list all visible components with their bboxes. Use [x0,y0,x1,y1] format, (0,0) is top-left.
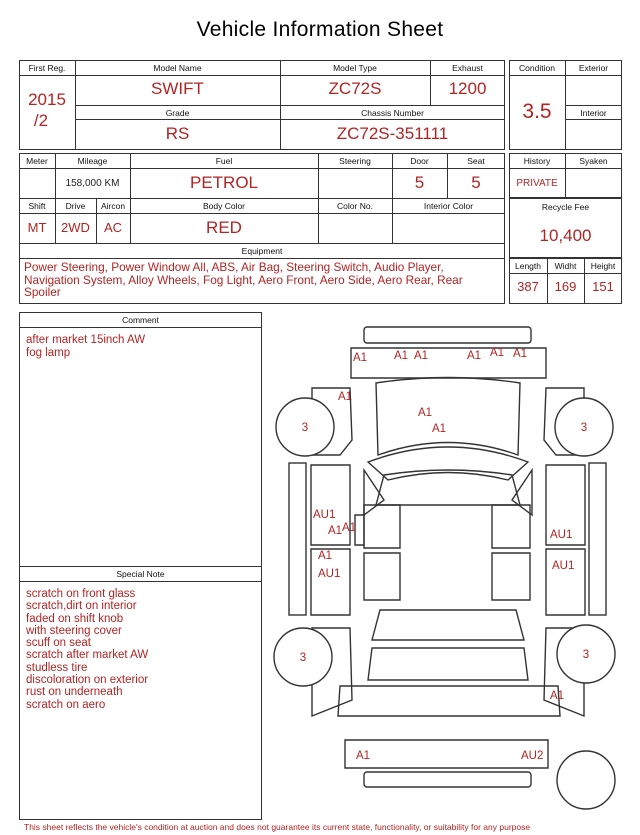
divider [75,119,505,120]
mark-front-bumper-1: A1 [353,352,368,364]
special-note-line: scratch after market AW [26,649,149,662]
grade-label: Grade [165,108,190,118]
special-note-line: scratch,dirt on interior [26,600,137,613]
comment-label: Comment [122,315,159,325]
mileage-value: 158,000 KM [65,178,120,189]
seat-value: 5 [471,173,481,192]
mark-rear-bumper-right: AU2 [521,750,544,762]
condition-value: 3.5 [522,100,552,123]
length-value: 387 [517,279,539,294]
special-note-line: faded on shift knob [26,612,124,625]
shift-label: Shift [28,201,46,211]
tire-front-right-score: 3 [580,422,588,434]
left-sill-part [289,463,306,615]
mark-right-front-door: AU1 [550,529,573,541]
door-value: 5 [414,173,425,192]
spare-tire [557,751,615,809]
fuel-value: PETROL [189,173,259,192]
recycle-fee-value: 10,400 [539,226,592,245]
width-value: 169 [554,279,577,294]
tire-rear-left-score: 3 [299,652,307,664]
mark-right-rear-door: AU1 [552,560,575,572]
left-pillar-part [364,470,384,515]
rear-glass-part [372,610,524,640]
divider [19,198,505,199]
model-type-label: Model Type [333,63,377,73]
width-label: Widht [554,261,577,271]
mark-front-bumper-5: A1 [490,347,505,359]
interior-label: Interior [580,108,607,118]
divider [509,75,622,76]
mark-left-front-door-3: A1 [342,522,357,534]
special-note-line: with steering cover [26,624,122,637]
mark-left-front-door-2: A1 [328,525,343,537]
mark-right-rear-quarter: A1 [550,690,565,702]
car-damage-diagram [268,318,628,823]
seat-label: Seat [467,156,485,166]
body-color-label: Body Color [202,201,246,211]
rear-left-seat-part [364,553,400,600]
mark-rear-bumper-left: A1 [356,750,371,762]
color-no-label: Color No. [337,201,373,211]
drive-label: Drive [65,201,86,211]
model-name-value: SWIFT [151,79,204,98]
chassis-number-value: ZC72S-351111 [336,124,449,143]
meter-label: Meter [26,156,48,166]
mark-hood-2: A1 [432,423,447,435]
rear-bumper-lower-part [345,740,548,768]
mileage-label: Mileage [77,156,108,166]
history-value: PRIVATE [516,178,558,189]
special-note-line: scratch on aero [26,698,106,711]
aircon-value: AC [103,220,123,235]
roof-part [376,470,520,505]
tire-front-left-score: 3 [301,422,309,434]
divider [19,327,262,328]
first-reg-year: 2015 [28,90,66,109]
exhaust-label: Exhaust [452,63,483,73]
divider [19,258,505,259]
chassis-number-label: Chassis Number [361,108,424,118]
divider [75,105,505,106]
right-sill-part [589,463,606,615]
door-label: Door [410,156,429,166]
fuel-label: Fuel [215,156,233,166]
comment-line: fog lamp [26,346,71,359]
windshield-part [368,447,528,480]
model-type-value: ZC72S [328,79,382,98]
condition-label: Condition [519,63,555,73]
front-bumper-top-part [364,327,531,343]
height-label: Height [590,261,616,271]
divider [19,213,505,214]
divider [509,273,622,274]
shift-value: MT [27,220,47,235]
mark-front-bumper-4: A1 [467,350,482,362]
height-value: 151 [592,279,614,294]
right-pillar-part [512,470,532,515]
divider [19,168,505,169]
rear-right-seat-part [492,553,530,600]
aircon-label: Aircon [100,201,126,211]
special-note-line: scuff on seat [26,637,91,650]
right-rear-door-part [546,549,585,615]
equipment-label: Equipment [241,246,283,256]
exterior-label: Exterior [578,63,609,73]
sheet-title: Vehicle Information Sheet [196,18,444,41]
history-label: History [523,156,551,166]
body-color-value: RED [206,218,242,237]
mark-front-bumper-6: A1 [513,348,528,360]
left-inner-front-part [355,515,364,545]
recycle-fee-label: Recycle Fee [541,202,590,212]
disclaimer-footer: This sheet reflects the vehicle's condition at auction and does not guarantee its current state, functionality, or suitability for any purpose [24,822,531,832]
interior-color-label: Interior Color [423,201,474,211]
divider [392,153,393,243]
divider [19,243,505,244]
rear-bumper-part [338,686,560,716]
divider [565,119,622,120]
length-label: Length [515,261,541,271]
divider [19,566,262,567]
special-note-line: discoloration on exterior [26,674,149,687]
mark-left-rear-door-2: AU1 [318,568,341,580]
grade-value: RS [165,124,190,143]
equipment-value: Power Steering, Power Window All, ABS, Air Bag, Steering Switch, Audio Player, Navigation System, Alloy Wheels, Fog Light, Aero Front, Aero Side, Aero Rear, Rear Spoiler [24,260,463,299]
mark-hood-1: A1 [418,407,433,419]
divider [318,153,319,243]
special-note-line: scratch on front glass [26,588,136,600]
drive-value: 2WD [61,220,90,235]
special-note-text [26,588,148,711]
comment-line: after market 15inch AW [26,334,146,346]
syaken-label: Syaken [579,156,608,166]
divider [565,105,622,106]
divider [19,75,505,76]
exhaust-value: 1200 [448,79,487,98]
hood-part [376,378,520,456]
divider [19,581,262,582]
special-note-line: rust on underneath [26,686,123,699]
steering-label: Steering [339,156,371,166]
mark-left-rear-door-1: A1 [318,550,333,562]
mark-front-bumper-3: A1 [414,350,429,362]
rear-bottom-part [364,772,531,787]
comment-text [26,334,145,359]
special-note-line: studless tire [26,661,88,674]
tire-rear-right-score: 3 [582,649,590,661]
mark-left-front-door-1: AU1 [313,509,336,521]
first-reg-month: /2 [33,111,49,130]
mark-front-bumper-2: A1 [394,350,409,362]
first-reg-label: First Reg. [28,63,66,73]
right-seat-part [492,505,530,548]
model-name-label: Model Name [153,63,202,73]
special-note-label: Special Note [116,569,165,579]
mark-front-left-fender: A1 [338,391,353,403]
trunk-part [368,648,528,680]
